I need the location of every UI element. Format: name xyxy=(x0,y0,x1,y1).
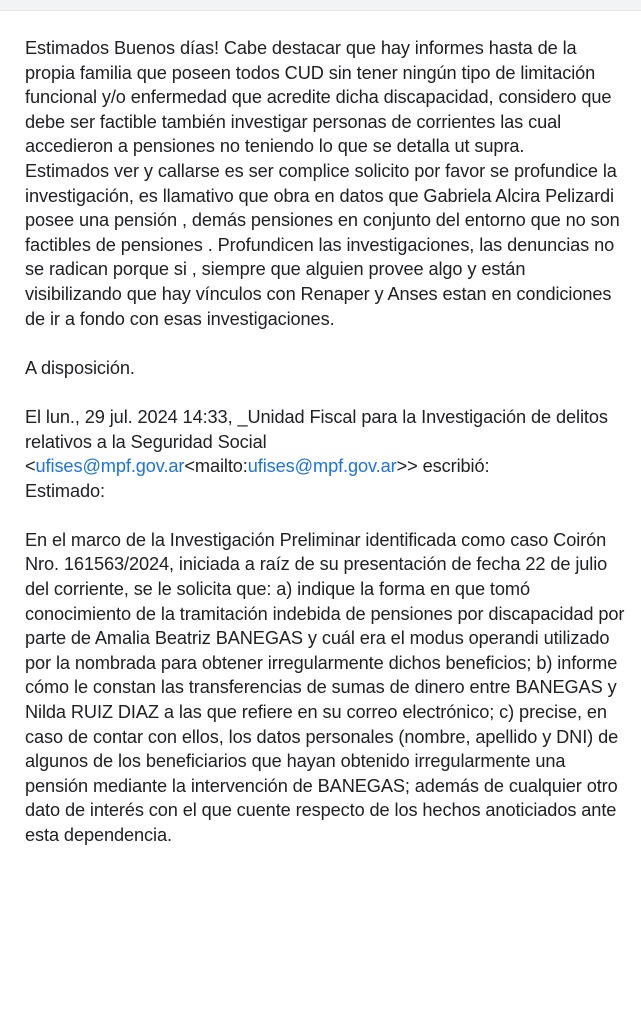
quote-header-suffix: >> escribió: xyxy=(396,456,490,477)
top-toolbar-edge xyxy=(0,0,641,11)
quote-header-middle: <mailto: xyxy=(184,456,248,477)
quote-header-prefix: El lun., 29 jul. 2024 14:33, _Unidad Fiscal para la Investigación de delitos relativos a la Seguridad Social < xyxy=(25,406,608,477)
email-link[interactable]: ufises@mpf.gov.ar xyxy=(35,456,185,477)
quoted-body: En el marco de la Investigación Preliminar identificada como caso Coirón Nro. 161563/2024, iniciada a raíz de su presentación de fecha 22 de julio del corriente, se le solicita que: a) indique la forma en que tomó conocimiento de la tramitación indebida de pensiones por discapacidad por parte de Amalia Beatriz BANEGAS y cuál era el modus operandi utilizado por la nombrada para obtener irregularmente dichos beneficios; b) informe cómo le constan las transferencias de sumas de dinero entre BANEGAS y Nilda RUIZ DIAZ a las que refiere en su correo electrónico; c) precise, en caso de contar con ellos, los datos personales (nombre, apellido y DNI) de algunos de los beneficiarios que hayan obtenido irregularmente una pensión mediante la intervención de BANEGAS; además de cualquier otro dato de interés con el que cuente respecto de los hechos anoticiados ante esta dependencia. xyxy=(25,529,625,845)
message-paragraph-2: Estimados ver y callarse es ser complice solicito por favor se profundice la investigación, es llamativo que obra en datos que Gabriela Alcira Pelizardi posee una pensión , demás pensiones en conjunto del entorno que no son factibles de pensiones . Profundicen las investigaciones, las denuncias no se radican porque si , siempre que alguien provee algo y están visibilizando que hay vínculos con Renaper y Anses estan en condiciones de ir a fondo con esas investigaciones. xyxy=(25,160,620,329)
spacer xyxy=(25,503,625,528)
quote-header xyxy=(25,405,625,479)
mailto-link[interactable]: ufises@mpf.gov.ar xyxy=(247,456,397,477)
spacer xyxy=(25,331,625,356)
quote-greeting: Estimado: xyxy=(25,480,105,501)
closing-text: A disposición. xyxy=(25,357,135,378)
message-paragraph-1: Estimados Buenos días! Cabe destacar que hay informes hasta de la propia familia que poseen todos CUD sin tener ningún tipo de limitación funcional y/o enfermedad que acredite dicha discapacidad, considero que debe ser factible también investigar personas de corrientes las cual accedieron a pensiones no teniendo lo que se detalla ut supra. xyxy=(25,38,612,157)
email-body xyxy=(25,36,625,848)
spacer xyxy=(25,380,625,405)
